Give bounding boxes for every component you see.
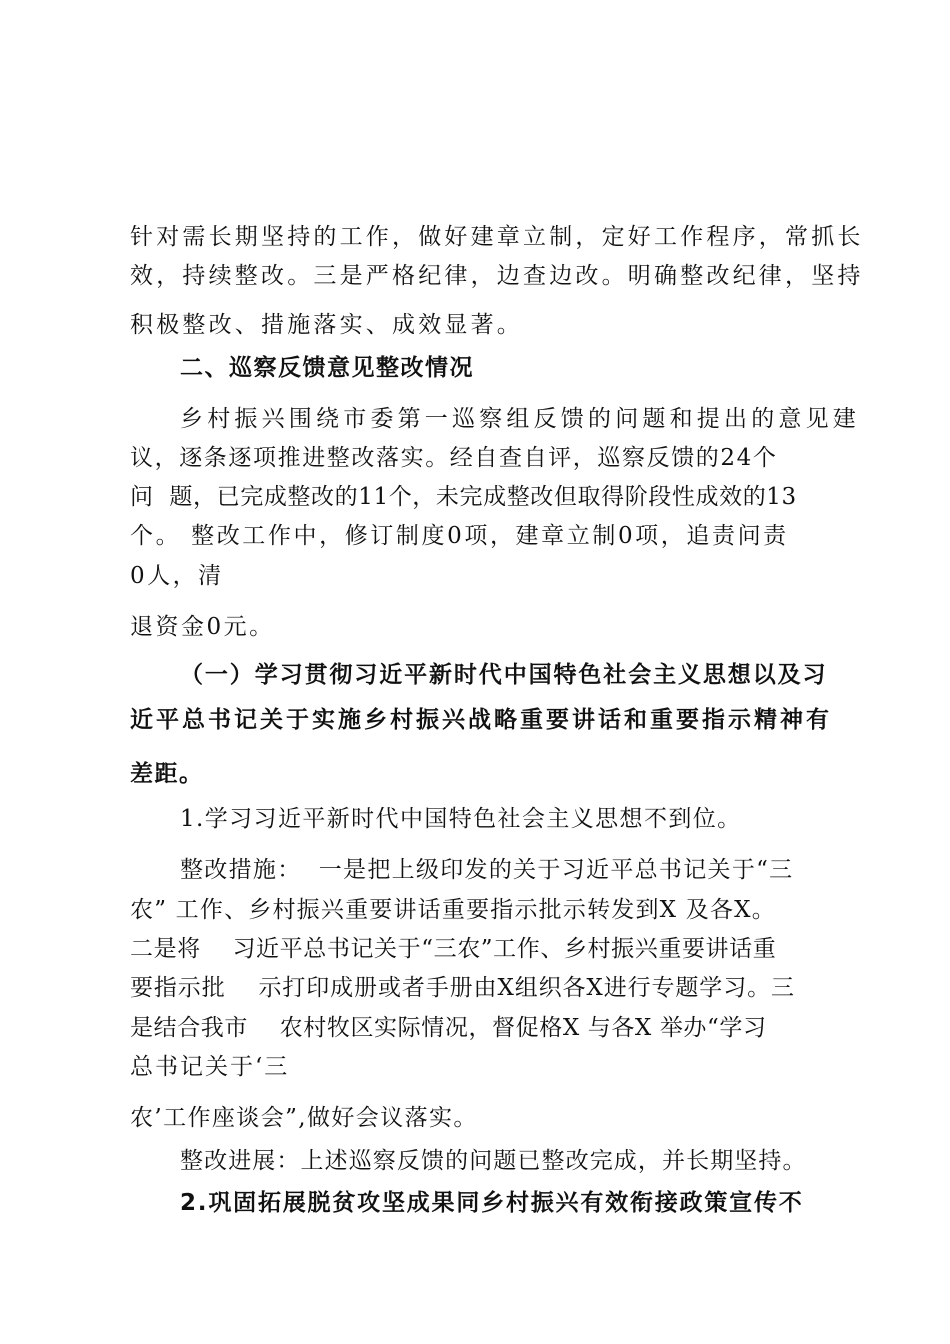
- body-text-line: 积极整改、措施落实、成效显著。: [130, 312, 523, 338]
- body-text-line: 农” 工作、乡村振兴重要讲话重要指示批示转发到X 及各X。: [130, 897, 776, 923]
- body-text-line: 整改进展：上述巡察反馈的问题已整改完成，并长期坚持。: [180, 1148, 807, 1174]
- body-text-line: 乡村振兴围绕市委第一巡察组反馈的问题和提出的意见建: [180, 406, 860, 432]
- body-text-line: 个。 整改工作中，修订制度0项，建章立制0项，追责问责: [130, 523, 789, 549]
- body-text-line: 总书记关于‘三: [130, 1054, 290, 1080]
- subsection-heading: （一）学习贯彻习近平新时代中国特色社会主义思想以及习: [180, 662, 828, 688]
- body-text-line: 问 题，已完成整改的11个，未完成整改但取得阶段性成效的13: [130, 484, 797, 510]
- body-text-line: 整改措施： 一是把上级印发的关于习近平总书记关于“三: [180, 857, 794, 883]
- body-text-line: 议，逐条逐项推进整改落实。经自查自评，巡察反馈的24个: [130, 445, 778, 471]
- body-text-line: 是结合我市 农村牧区实际情况，督促格X 与各X 举办“学习: [130, 1015, 767, 1041]
- body-text-line: 退资金0元。: [130, 614, 275, 640]
- body-text-line: 要指示批 示打印成册或者手册由X组织各X进行专题学习。三: [130, 975, 795, 1001]
- section-heading: 二、巡察反馈意见整改情况: [180, 355, 474, 381]
- subsection-heading: 近平总书记关于实施乡村振兴战略重要讲话和重要指示精神有: [130, 707, 832, 733]
- item-heading: 1.学习习近平新时代中国特色社会主义思想不到位。: [180, 806, 742, 832]
- body-text-line: 农’工作座谈会”,做好会议落实。: [130, 1105, 478, 1131]
- item-heading: 2.巩固拓展脱贫攻坚成果同乡村振兴有效衔接政策宣传不: [180, 1190, 804, 1216]
- body-text-line: 效，持续整改。三是严格纪律，边查边改。明确整改纪律，坚持: [130, 263, 864, 289]
- subsection-heading: 差距。: [130, 761, 204, 787]
- body-text-line: 二是将 习近平总书记关于“三农”工作、乡村振兴重要讲话重: [130, 936, 777, 962]
- body-text-line: 针对需长期坚持的工作，做好建章立制，定好工作程序，常抓长: [130, 224, 864, 250]
- body-text-line: 0人，清: [130, 563, 224, 589]
